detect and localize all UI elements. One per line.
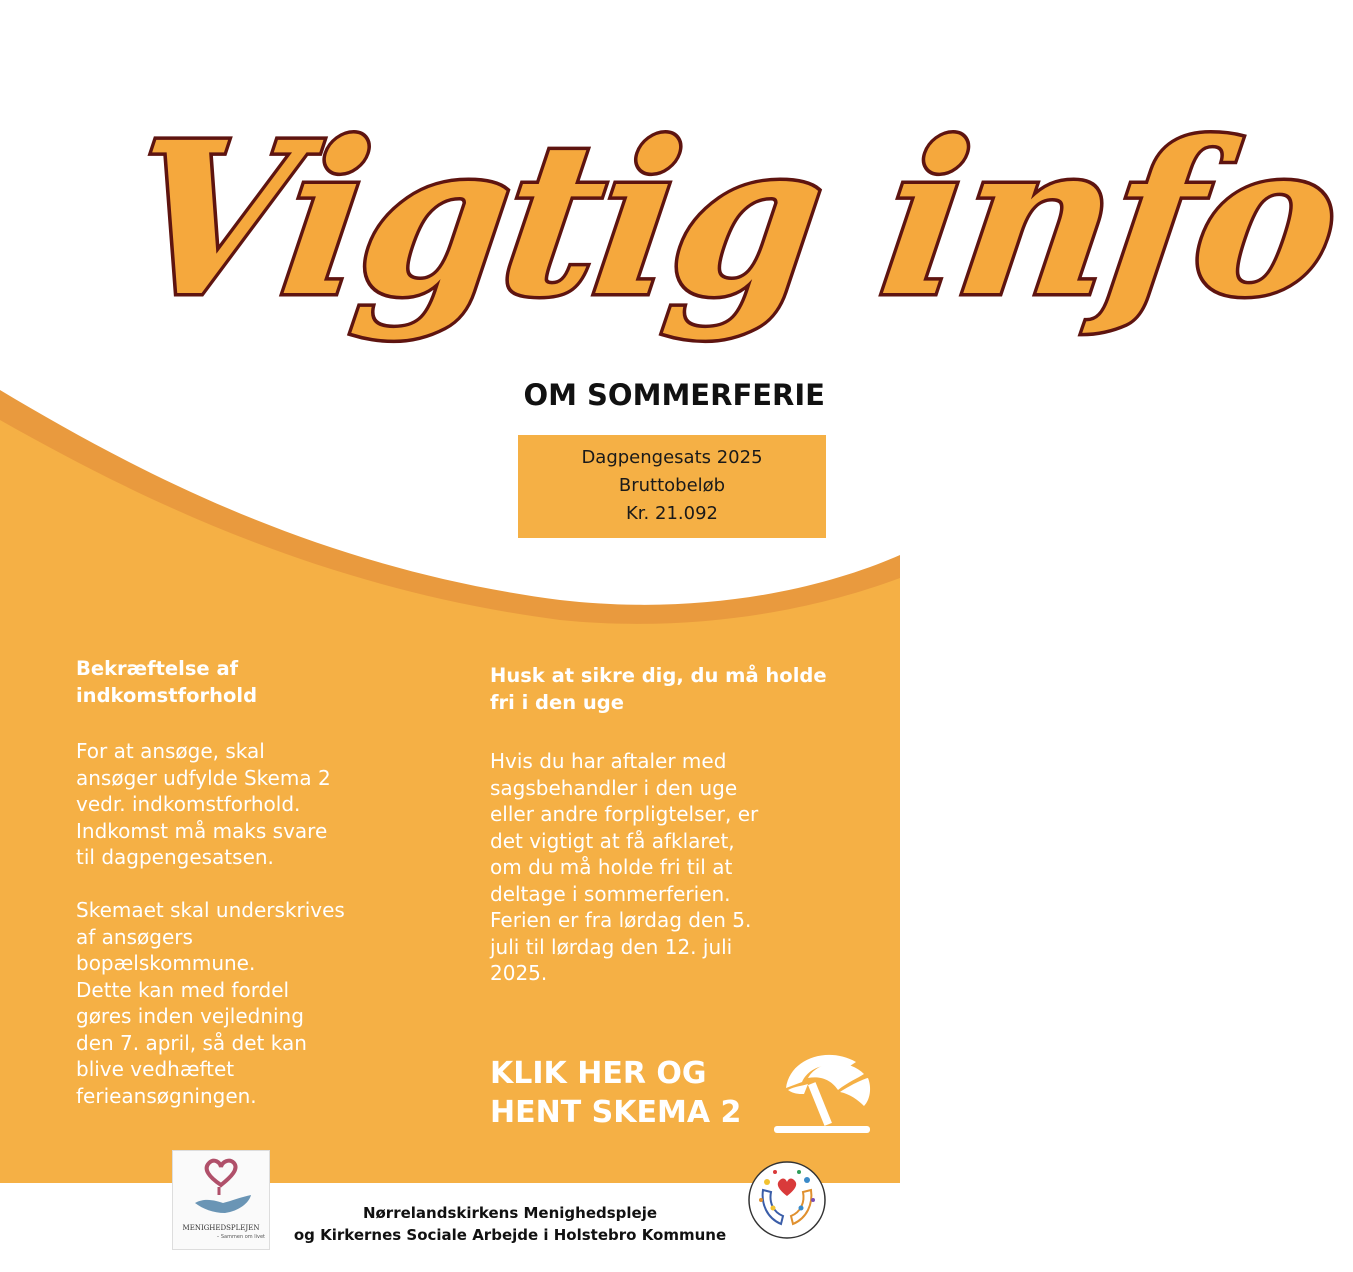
rate-info-box [518, 435, 826, 538]
cta-line1: KLIK HER OG [490, 1056, 707, 1091]
heart-hand-icon [173, 1151, 269, 1223]
download-skema-link[interactable] [490, 1054, 741, 1132]
right-column-body: Hvis du har aftaler med sagsbehandler i den uge eller andre forpligtelser, er det vigtigt at få afklaret, om du må holde fri til at deltage i sommerferien. Ferien er fra lørdag den 5. juli til lørdag den 12. juli 2025. [490, 749, 759, 985]
rate-box-line3: Kr. 21.092 [626, 503, 718, 524]
rate-box-line2: Bruttobeløb [618, 475, 726, 496]
logo-left-tagline: – Sammen om livet [216, 1234, 265, 1240]
page-title: Vigtig info [114, 96, 1351, 343]
beach-umbrella-icon [768, 1048, 878, 1138]
logo-left-name: MENIGHEDSPLEJEN [182, 1224, 260, 1232]
menighedsplejen-logo [172, 1150, 270, 1250]
footer-line2: og Kirkernes Sociale Arbejde i Holstebro Kommune [293, 1226, 727, 1244]
page-subtitle: OM SOMMERFERIE [523, 378, 825, 412]
footer-line1: Nørrelandskirkens Menighedspleje [362, 1204, 658, 1222]
heart-hands-logo [747, 1160, 827, 1240]
left-column-heading: Bekræftelse af indkomstforhold [76, 657, 258, 707]
cta-line2: HENT SKEMA 2 [490, 1095, 742, 1130]
footer-organization [280, 1202, 740, 1246]
rate-box-line1: Dagpengesats 2025 [581, 447, 763, 468]
left-column-body: For at ansøge, skal ansøger udfylde Skema 2 vedr. indkomstforhold. Indkomst må maks svare til dagpengesatsen. Skemaet skal underskrives af ansøgers bopælskommune. Dette kan med fordel gøres inden vejledning den 7. april, så det kan blive vedhæftet ferieansøgningen. [76, 739, 345, 1108]
right-column-heading: Husk at sikre dig, du må holde fri i den uge [490, 664, 827, 714]
